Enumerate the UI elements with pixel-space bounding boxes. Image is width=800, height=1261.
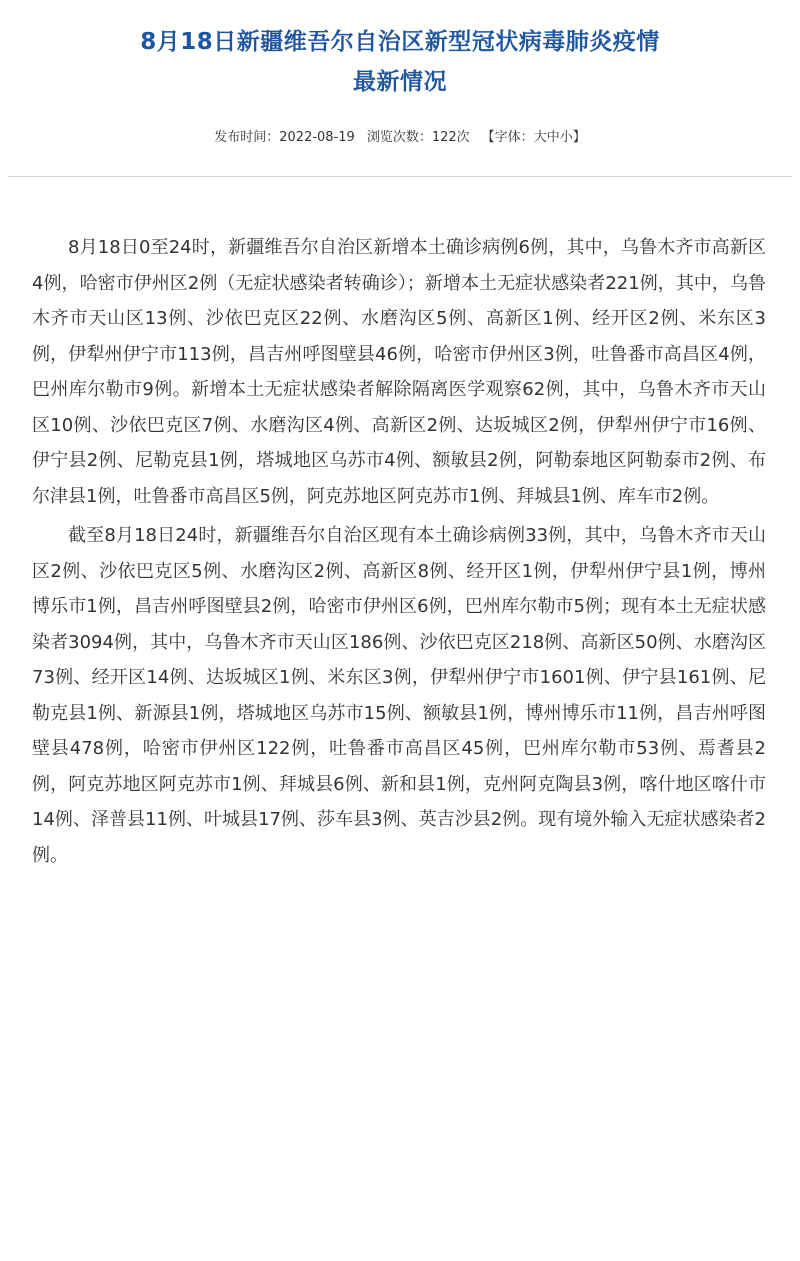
font-size-open: 【字体： [481,130,534,145]
article-paragraph-1: 8月18日0至24时，新疆维吾尔自治区新增本土确诊病例6例，其中，乌鲁木齐市高新区4例，哈密市伊州区2例（无症状感染者转确诊）；新增本土无症状感染者221例，其中，乌鲁木齐市天山区13例、沙依巴克区22例、水磨沟区5例、高新区1例、经开区2例、米东区3例，伊犁州伊宁市113例，昌吉州呼图壁县46例，哈密市伊州区3例，吐鲁番市高昌区4例，巴州库尔勒市9例。新增本土无症状感染者解除隔离医学观察62例，其中，乌鲁木齐市天山区10例、沙依巴克区7例、水磨沟区4例、高新区2例、达坂城区2例，伊犁州伊宁市16例、伊宁县2例、尼勒克县1例，塔城地区乌苏市4例、额敏县2例，阿勒泰地区阿勒泰市2例、布尔津县1例，吐鲁番市高昌区5例，阿克苏地区阿克苏市1例、拜城县1例、库车市2例。 [32,237,766,507]
font-size-large-link[interactable]: 大 [533,130,547,145]
publish-label: 发布时间： [214,130,280,145]
views-count: 122次 [431,130,470,145]
publish-date: 2022-08-19 [279,130,355,145]
article-title-line-2: 最新情况 [353,69,447,95]
article-meta [0,128,800,148]
article-body [32,230,766,877]
article-paragraph-2: 截至8月18日24时，新疆维吾尔自治区现有本土确诊病例33例，其中，乌鲁木齐市天山区2例、沙依巴克区5例、水磨沟区2例、高新区8例、经开区1例，伊犁州伊宁县1例，博州博乐市1例，昌吉州呼图壁县2例，哈密市伊州区6例，巴州库尔勒市5例；现有本土无症状感染者3094例，其中，乌鲁木齐市天山区186例、沙依巴克区218例、高新区50例、水磨沟区73例、经开区14例、达坂城区1例、米东区3例，伊犁州伊宁市1601例、伊宁县161例、尼勒克县1例、新源县1例，塔城地区乌苏市15例、额敏县1例，博州博乐市11例，昌吉州呼图壁县478例，哈密市伊州区122例，吐鲁番市高昌区45例，巴州库尔勒市53例、焉耆县2例，阿克苏地区阿克苏市1例、拜城县6例、新和县1例，克州阿克陶县3例，喀什地区喀什市14例、泽普县11例、叶城县17例、莎车县3例、英吉沙县2例。现有境外输入无症状感染者2例。 [32,525,766,866]
header-divider [8,176,792,177]
article-title [0,22,800,102]
font-size-small-link[interactable]: 小 [559,130,573,145]
views-label: 浏览次数： [366,130,432,145]
article-title-line-1: 8月18日新疆维吾尔自治区新型冠状病毒肺炎疫情 [140,29,660,55]
font-size-close: 】 [572,130,586,145]
font-size-medium-link[interactable]: 中 [546,130,560,145]
